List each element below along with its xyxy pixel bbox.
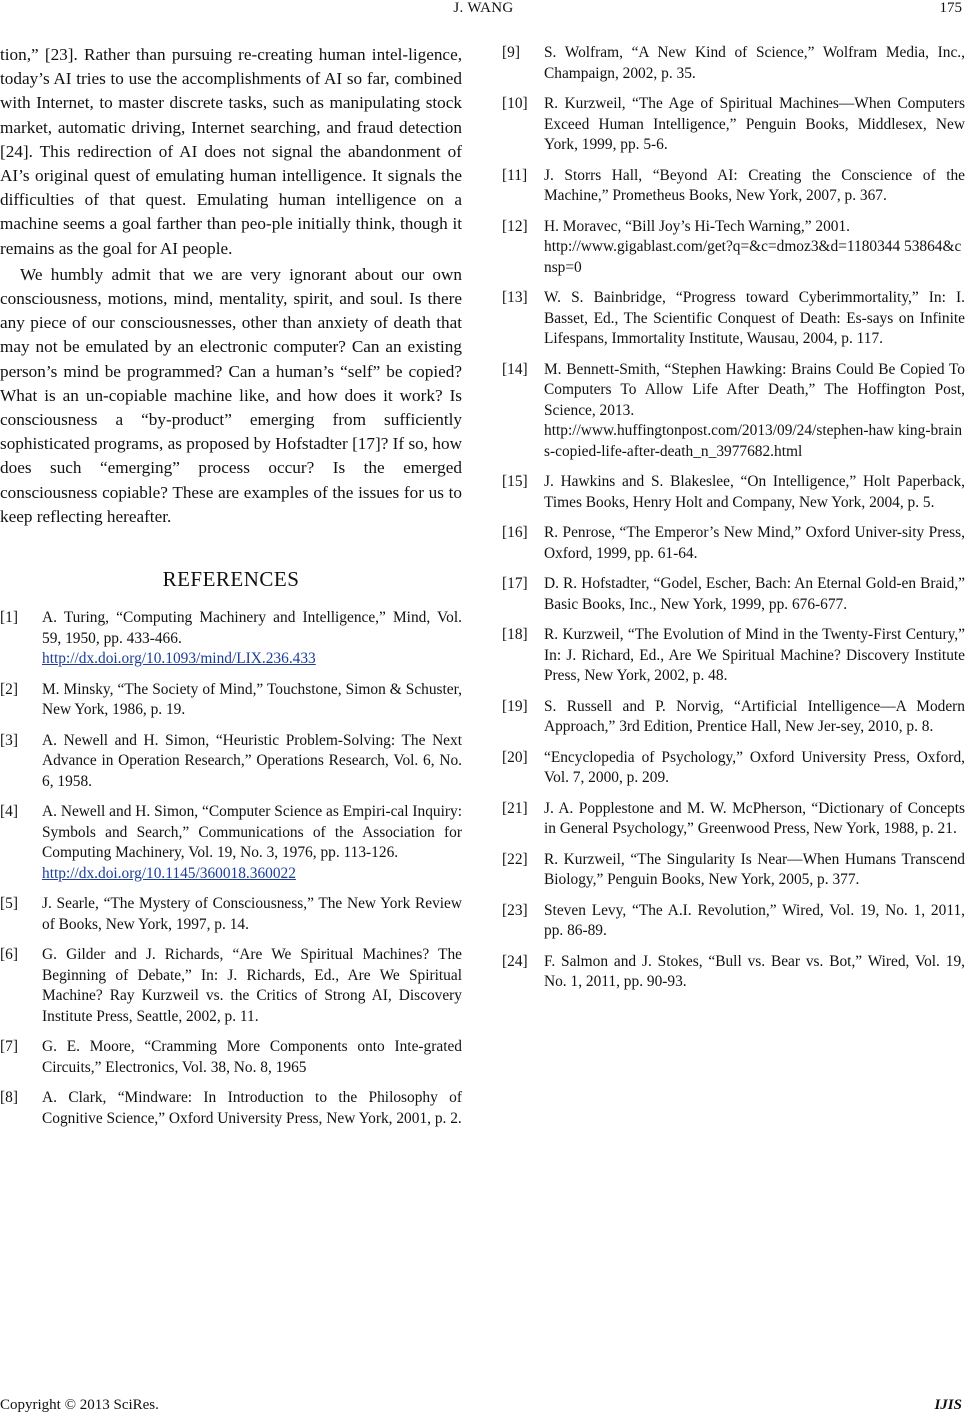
- reference-body: [42, 894, 462, 935]
- reference-text: M. Minsky, “The Society of Mind,” Touchstone, Simon & Schuster, New York, 1986, p. 19.: [42, 680, 462, 719]
- reference-url-text: http://www.gigablast.com/get?q=&c=dmoz3&d=1180344 53864&cnsp=0: [544, 238, 962, 276]
- reference-number: [22]: [502, 850, 528, 868]
- references-heading: REFERENCES: [162, 567, 300, 592]
- reference-list-left: [0, 608, 462, 1129]
- reference-text: S. Russell and P. Norvig, “Artificial Intelligence—A Modern Approach,” 3rd Edition, Prentice Hall, New Jer-sey, 2010, p. 8.: [544, 697, 965, 735]
- reference-text: F. Salmon and J. Stokes, “Bull vs. Bear vs. Bot,” Wired, Vol. 19, No. 1, 2011, pp. 90-93.: [544, 952, 965, 990]
- reference-text: J. Hawkins and S. Blakeslee, “On Intelligence,” Holt Paperback, Times Books, Henry Holt and Company, New York, 2004, p. 5.: [544, 473, 965, 511]
- reference-text: J. Searle, “The Mystery of Consciousness,” The New York Review of Books, New York, 1997, p. 14.: [42, 895, 462, 933]
- reference-number: [2]: [0, 680, 18, 698]
- reference-item: [502, 166, 965, 207]
- body-paragraph-2: We humbly admit that we are very ignorant about our own consciousness, motions, mind, mentality, spirit, and soul. Is there any piece of our consciousnesses, other than anxiety of death that may not be emulated by an electronic computer? Can an existing person’s mind be programmed? Can a human’s “self” be copied? What is an un-copiable machine like, and how does it work? Is consciousness a “by-product” emerging from sufficiently sophisticated programs, as proposed by Hofstadter [17]? If so, how does such “emerging” process occur? Is the emerged consciousness copiable? These are examples of the issues for us to keep reflecting hereafter.: [0, 264, 462, 526]
- reference-body: [544, 166, 965, 207]
- reference-body: [544, 748, 965, 789]
- reference-body: [544, 625, 965, 687]
- reference-item: [0, 1037, 462, 1078]
- reference-item: [0, 945, 462, 1027]
- right-column: [502, 43, 965, 1003]
- reference-text: G. Gilder and J. Richards, “Are We Spiritual Machines? The Beginning of Debate,” In: J. Richards, Ed., Are We Spiritual Machine? Ray Kurzweil vs. the Critics of Strong AI, Discovery Institute Press, Seattle, 2002, p. 11.: [42, 946, 462, 1025]
- reference-body: [42, 1088, 462, 1129]
- reference-text: R. Kurzweil, “The Age of Spiritual Machines—When Computers Exceed Human Intelligence,” Penguin Books, Middlesex, New York, 1999, pp. 5-6.: [544, 95, 965, 153]
- reference-item: [502, 288, 965, 350]
- reference-text: J. A. Popplestone and M. W. McPherson, “Dictionary of Concepts in General Psychology,” Greenwood Press, New York, 1988, p. 21.: [544, 799, 965, 837]
- reference-item: [502, 523, 965, 564]
- reference-text: R. Penrose, “The Emperor’s New Mind,” Oxford Univer-sity Press, Oxford, 1999, pp. 61-64.: [544, 524, 965, 562]
- reference-doi-link[interactable]: http://dx.doi.org/10.1145/360018.360022: [42, 864, 296, 882]
- reference-body: [42, 802, 462, 884]
- reference-body: [544, 217, 965, 279]
- reference-item: [0, 608, 462, 670]
- reference-number: [16]: [502, 524, 528, 541]
- reference-body: [544, 952, 965, 993]
- left-column: [0, 43, 462, 1139]
- reference-item: [502, 625, 965, 687]
- reference-item: [502, 850, 965, 891]
- reference-text: H. Moravec, “Bill Joy’s Hi-Tech Warning,” 2001.: [544, 217, 850, 235]
- reference-item: [0, 680, 462, 721]
- reference-item: [0, 802, 462, 884]
- reference-number: [8]: [0, 1089, 18, 1107]
- reference-body: [544, 288, 965, 350]
- reference-body: [544, 472, 965, 513]
- reference-text: Steven Levy, “The A.I. Revolution,” Wired, Vol. 19, No. 1, 2011, pp. 86-89.: [544, 901, 965, 939]
- reference-item: [502, 472, 965, 513]
- reference-number: [23]: [502, 901, 528, 919]
- reference-number: [11]: [502, 166, 528, 184]
- reference-text: A. Newell and H. Simon, “Heuristic Problem-Solving: The Next Advance in Operation Research,” Operations Research, Vol. 6, No. 6, 1958.: [42, 731, 462, 790]
- reference-body: [42, 608, 462, 670]
- reference-text: J. Storrs Hall, “Beyond AI: Creating the Conscience of the Machine,” Prometheus Books, New York, 2007, p. 367.: [544, 166, 965, 204]
- reference-number: [7]: [0, 1038, 18, 1056]
- reference-item: [502, 952, 965, 993]
- reference-item: [502, 748, 965, 789]
- reference-body: [544, 360, 965, 463]
- reference-item: [0, 894, 462, 935]
- reference-item: [502, 360, 965, 463]
- reference-number: [13]: [502, 289, 528, 306]
- reference-body: [544, 901, 965, 942]
- reference-number: [12]: [502, 217, 528, 235]
- reference-body: [544, 523, 965, 564]
- reference-number: [21]: [502, 799, 528, 817]
- reference-item: [502, 901, 965, 942]
- journal-abbrev: IJIS: [934, 1397, 962, 1413]
- reference-number: [24]: [502, 952, 528, 970]
- reference-body: [544, 850, 965, 891]
- reference-number: [6]: [0, 946, 18, 964]
- reference-url-text: http://www.huffingtonpost.com/2013/09/24/stephen-haw king-brains-copied-life-after-death_n_3977682.html: [544, 422, 963, 460]
- reference-body: [544, 799, 965, 840]
- page-number: 175: [939, 0, 962, 16]
- reference-text: A. Turing, “Computing Machinery and Intelligence,” Mind, Vol. 59, 1950, pp. 433-466.: [42, 609, 462, 647]
- reference-item: [502, 574, 965, 615]
- reference-number: [14]: [502, 360, 528, 378]
- reference-doi-link[interactable]: http://dx.doi.org/10.1093/mind/LIX.236.433: [42, 650, 316, 668]
- reference-text: W. S. Bainbridge, “Progress toward Cyberimmortality,” In: I. Basset, Ed., The Scientific Conquest of Death: Es-says on Infinite Lifespans, Immortality Institute, Wausau, 2004, p. 117.: [544, 289, 965, 347]
- reference-text: D. R. Hofstadter, “Godel, Escher, Bach: An Eternal Gold-en Braid,” Basic Books, Inc., New York, 1999, pp. 676-677.: [544, 575, 965, 613]
- reference-text: “Encyclopedia of Psychology,” Oxford University Press, Oxford, Vol. 7, 2000, p. 209.: [544, 748, 965, 786]
- reference-number: [3]: [0, 731, 18, 749]
- reference-text: R. Kurzweil, “The Evolution of Mind in the Twenty-First Century,” In: J. Richard, Ed., Are We Spiritual Machine? Discovery Institute Press, New York, 2002, p. 48.: [544, 626, 965, 684]
- reference-item: [0, 731, 462, 793]
- reference-item: [502, 217, 965, 279]
- reference-text: G. E. Moore, “Cramming More Components onto Inte-grated Circuits,” Electronics, Vol. 38, No. 8, 1965: [42, 1038, 462, 1076]
- reference-item: [0, 1088, 462, 1129]
- body-paragraph-1: tion,” [23]. Rather than pursuing re-creating human intel-ligence, today’s AI tries to use the accomplishments of AI so far, combined with Internet, to master discrete tasks, such as manipulating stock market, automatic driving, Internet searching, and fraud detection [24]. This redirection of AI does not signal the abandonment of AI’s original quest of emulating human intelligence. It signals the difficulties of that quest. Emulating human intelligence on a machine seems a goal farther than peo-ple initially think, though it remains as the goal for AI people.: [0, 45, 462, 258]
- reference-text: R. Kurzweil, “The Singularity Is Near—When Humans Transcend Biology,” Penguin Books, New York, 2005, p. 377.: [544, 850, 965, 888]
- reference-item: [502, 799, 965, 840]
- reference-text: A. Clark, “Mindware: In Introduction to the Philosophy of Cognitive Science,” Oxford University Press, New York, 2001, p. 2.: [42, 1089, 462, 1127]
- reference-number: [15]: [502, 473, 528, 490]
- reference-item: [502, 94, 965, 156]
- reference-body: [42, 680, 462, 721]
- reference-body: [42, 1037, 462, 1078]
- reference-item: [502, 697, 965, 738]
- reference-number: [19]: [502, 697, 528, 715]
- reference-number: [4]: [0, 803, 18, 821]
- reference-text: M. Bennett-Smith, “Stephen Hawking: Brains Could Be Copied To Computers To Allow Life After Death,” The Hoffington Post, Science, 2013.: [544, 360, 965, 419]
- reference-number: [1]: [0, 609, 18, 627]
- reference-number: [9]: [502, 44, 520, 61]
- reference-text: A. Newell and H. Simon, “Computer Science as Empiri-cal Inquiry: Symbols and Search,” Communications of the Association for Computing Machinery, Vol. 19, No. 3, 1976, pp. 113-126.: [42, 803, 462, 862]
- reference-body: [42, 945, 462, 1027]
- reference-number: [20]: [502, 748, 528, 766]
- reference-number: [10]: [502, 95, 528, 112]
- reference-body: [544, 43, 965, 84]
- reference-number: [17]: [502, 575, 528, 592]
- reference-item: [502, 43, 965, 84]
- reference-body: [42, 731, 462, 793]
- reference-body: [544, 94, 965, 156]
- running-head-author: J. WANG: [453, 0, 514, 16]
- page-header: [0, 0, 967, 20]
- copyright-notice: Copyright © 2013 SciRes.: [0, 1397, 159, 1413]
- reference-text: S. Wolfram, “A New Kind of Science,” Wolfram Media, Inc., Champaign, 2002, p. 35.: [544, 44, 965, 82]
- reference-body: [544, 574, 965, 615]
- reference-number: [5]: [0, 895, 18, 913]
- reference-body: [544, 697, 965, 738]
- reference-list-right: [502, 43, 965, 993]
- reference-number: [18]: [502, 626, 528, 643]
